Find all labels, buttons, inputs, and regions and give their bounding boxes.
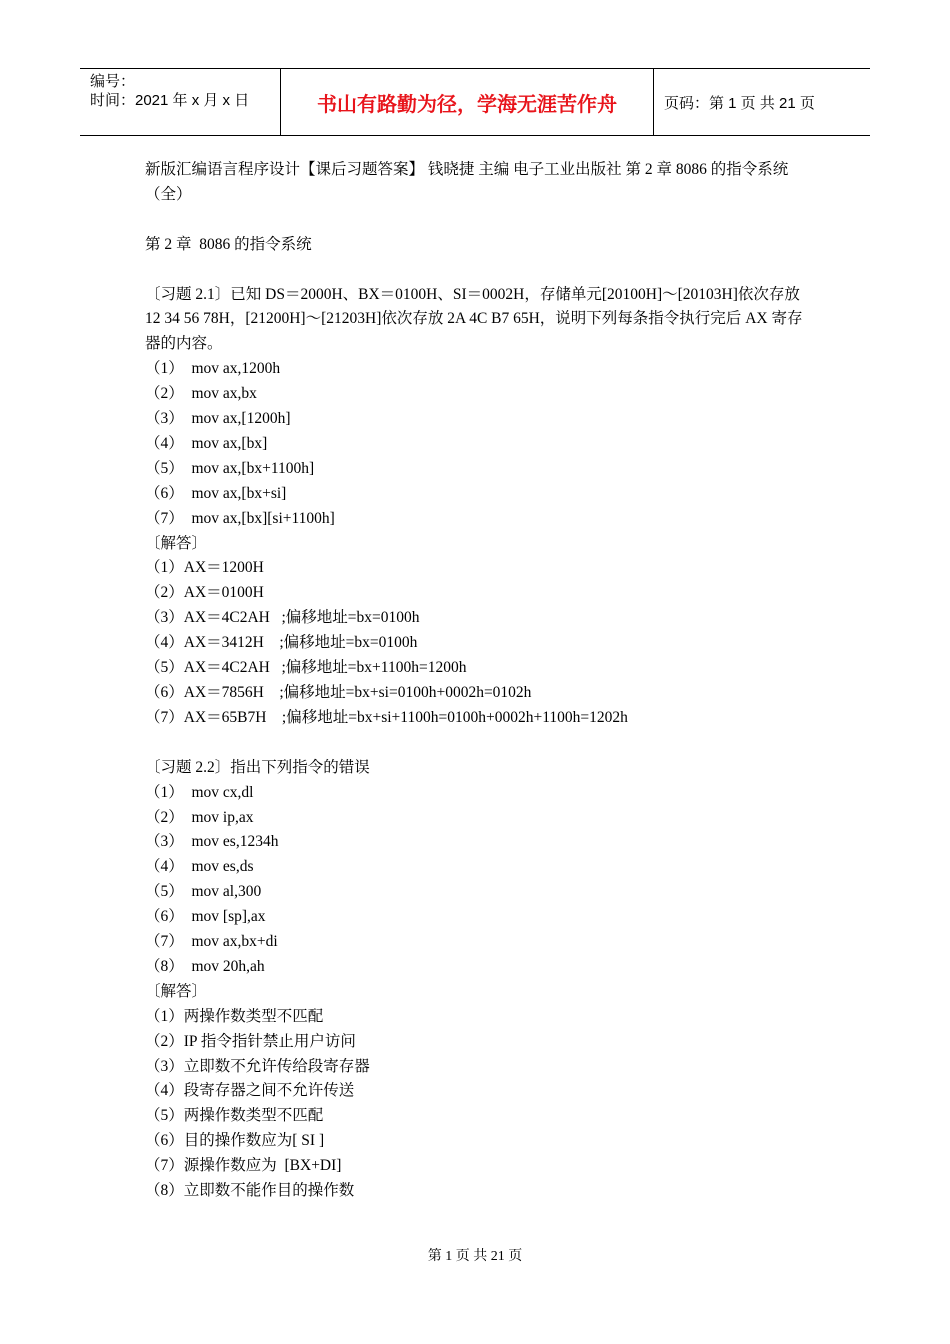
exercise-2-1-answers: [145, 556, 815, 730]
answer-item: （2）AX＝0100H: [145, 584, 264, 602]
answer-item: （5）AX＝4C2AH ;偏移地址=bx+1100h=1200h: [145, 659, 467, 677]
header-meta: [80, 69, 281, 135]
blank-line: [145, 258, 815, 283]
instruction-item: （3） mov es,1234h: [145, 833, 279, 851]
answer-item: （4）段寄存器之间不允许传送: [145, 1082, 355, 1100]
answer-item: （8）立即数不能作目的操作数: [145, 1182, 355, 1200]
blank-line: [145, 731, 815, 756]
instruction-item: （6） mov ax,[bx+si]: [145, 484, 287, 502]
chapter-heading: 第 2 章 8086 的指令系统: [145, 235, 312, 253]
instruction-item: （5） mov al,300: [145, 883, 262, 901]
answer-item: （4）AX＝3412H ;偏移地址=bx=0100h: [145, 634, 418, 652]
document-number-label: 编号：: [90, 73, 136, 90]
exercise-2-2-question: 〔习题 2.2〕指出下列指令的错误: [145, 758, 370, 776]
instruction-item: （1） mov ax,1200h: [145, 360, 281, 378]
answer-item: （5）两操作数类型不匹配: [145, 1107, 324, 1125]
document-title: 新版汇编语言程序设计【课后习题答案】 钱晓捷 主编 电子工业出版社 第 2 章 8086 的指令系统（全）: [145, 161, 789, 203]
answer-label: 〔解答〕: [145, 534, 208, 552]
instruction-item: （8） mov 20h,ah: [145, 957, 265, 975]
exercise-2-2-items: [145, 781, 815, 980]
answer-item: （3）AX＝4C2AH ;偏移地址=bx=0100h: [145, 609, 420, 627]
answer-item: （7）AX＝65B7H ;偏移地址=bx+si+1100h=0100h+0002h+1100h=1202h: [145, 708, 628, 726]
page-footer: 第 1 页 共 21 页: [427, 1249, 523, 1264]
blank-line: [145, 208, 815, 233]
answer-item: （3）立即数不允许传给段寄存器: [145, 1057, 370, 1075]
answer-item: （1）AX＝1200H: [145, 559, 264, 577]
instruction-item: （5） mov ax,[bx+1100h]: [145, 459, 315, 477]
answer-item: （6）AX＝7856H ;偏移地址=bx+si=0100h+0002h=0102h: [145, 684, 532, 701]
header-motto: 书山有路勤为径，学海无涯苦作舟: [281, 69, 654, 135]
instruction-item: （4） mov ax,[bx]: [145, 434, 268, 452]
instruction-item: （4） mov es,ds: [145, 858, 254, 876]
document-date: 时间：2021 年 x 月 x 日: [90, 92, 250, 109]
header-page-info: 页码：第 1 页 共 21 页: [664, 94, 815, 112]
instruction-item: （7） mov ax,bx+di: [145, 933, 278, 951]
instruction-item: （6） mov [sp],ax: [145, 908, 266, 926]
instruction-item: （2） mov ax,bx: [145, 385, 257, 403]
answer-label: 〔解答〕: [145, 982, 208, 1000]
answer-item: （7）源操作数应为 [BX+DI]: [145, 1157, 342, 1175]
instruction-item: （3） mov ax,[1200h]: [145, 410, 291, 428]
exercise-2-2-answers: [145, 1005, 815, 1204]
answer-item: （2）IP 指令指针禁止用户访问: [145, 1032, 356, 1050]
answer-item: （1）两操作数类型不匹配: [145, 1007, 324, 1025]
exercise-2-1-question: 〔习题 2.1〕已知 DS＝2000H、BX＝0100H、SI＝0002H，存储单元[20100H]～[20103H]依次存放 12 34 56 78H，[21200H]～[21203H]依次存放 2A 4C B7 65H，说明下列每条指令执行完后 AX 寄存器的内容。: [145, 285, 803, 353]
instruction-item: （2） mov ip,ax: [145, 808, 254, 826]
answer-item: （6）目的操作数应为[ SI ]: [145, 1132, 325, 1150]
document-body: [145, 158, 815, 1204]
page-header: [80, 68, 870, 136]
instruction-item: （7） mov ax,[bx][si+1100h]: [145, 509, 335, 527]
instruction-item: （1） mov cx,dl: [145, 783, 254, 801]
exercise-2-1-items: [145, 357, 815, 531]
